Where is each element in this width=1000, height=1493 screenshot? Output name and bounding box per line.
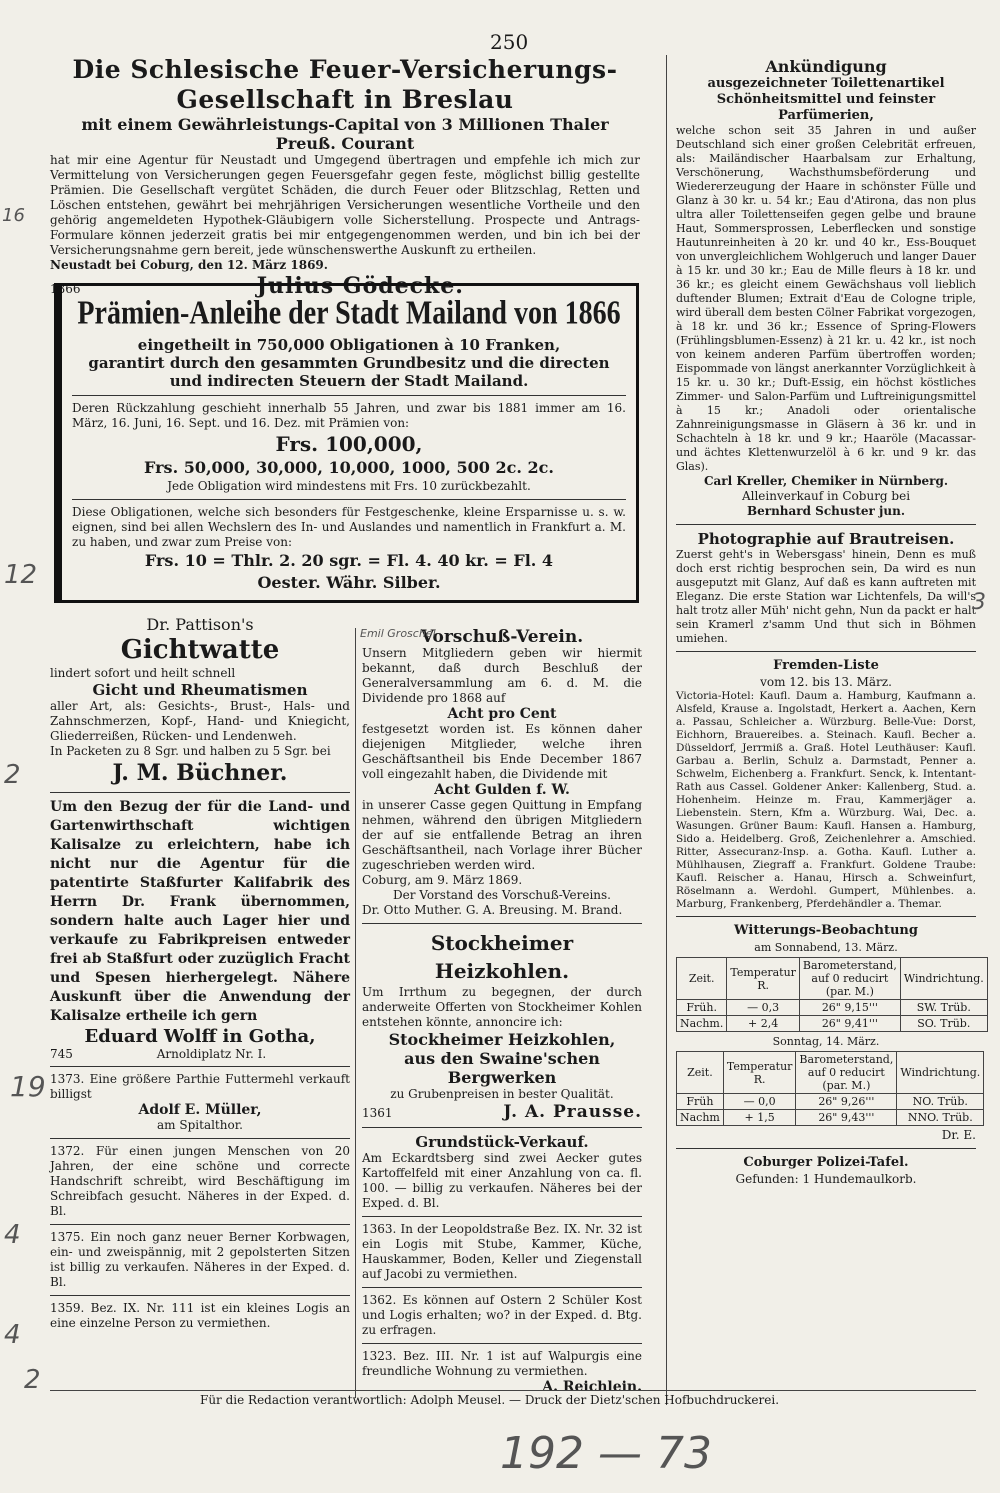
fremden-title: Fremden-Liste bbox=[773, 658, 879, 673]
weather-header: Windrichtung. bbox=[900, 958, 987, 1000]
weather-table-2: Zeit. Temperatur R. Barometerstand, auf 0 reducirt (par. M.) Windrichtung. Früh — 0,0 26" 9,26''' NO. Trüb. Nachm + 1,5 26" 9,43''' NNO. Trüb. bbox=[676, 1051, 984, 1126]
anleihe-line1: eingetheilt in 750,000 Obligationen à 10 Franken, bbox=[137, 336, 561, 354]
column-divider-2 bbox=[355, 628, 356, 1398]
pattison-seller: J. M. Büchner. bbox=[112, 760, 288, 786]
vorschuss-pct: Acht pro Cent bbox=[447, 706, 557, 722]
weather-date1: am Sonnabend, 13. März. bbox=[754, 941, 898, 954]
weather-header: Zeit. bbox=[677, 958, 727, 1000]
weather-header: Barometerstand, auf 0 reducirt (par. M.) bbox=[799, 958, 900, 1000]
ad-1362: 1362. Es können auf Ostern 2 Schüler Kost und Logis erhalten; wo? in der Exped. d. Btg. zu erfragen. bbox=[362, 1293, 642, 1337]
stock-title: Stockheimer Heizkohlen. bbox=[430, 931, 574, 983]
vorschuss-date: Coburg, am 9. März 1869. bbox=[362, 873, 523, 887]
handwritten-note: Emil Groschel bbox=[360, 627, 436, 640]
grund-title: Grundstück-Verkauf. bbox=[415, 1133, 589, 1151]
page-number: 250 bbox=[490, 30, 529, 54]
vorschuss-title: Vorschuß-Verein. bbox=[420, 627, 584, 647]
praemien-anleihe-box bbox=[54, 283, 639, 603]
kali-footer bbox=[50, 1047, 350, 1061]
anleihe-p3: Diese Obligationen, welche sich besonders für Festgeschenke, kleine Ersparnisse u. s. w. eignen, sind bei allen Wechslern des In- und Auslandes und namentlich in Frankfurt a. M. zu haben, und zwar zum Preise von: bbox=[72, 505, 626, 549]
handwritten-margin: 16 bbox=[2, 205, 25, 226]
ad-1373: 1373. Eine größere Parthie Futtermehl verkauft billigst bbox=[50, 1072, 350, 1101]
anleihe-title: Prämien-Anleihe der Stadt Mailand von 1866 bbox=[77, 294, 621, 332]
table-row: Früh. — 0,3 26" 9,15''' SW. Trüb. bbox=[677, 1000, 988, 1016]
table-row: Nachm. + 2,4 26" 9,41''' SO. Trüb. bbox=[677, 1016, 988, 1032]
vorschuss-names: Dr. Otto Muther. G. A. Breusing. M. Brand. bbox=[362, 903, 623, 917]
pattison-price: In Packeten zu 8 Sgr. und halben zu 5 Sgr. bei bbox=[50, 744, 331, 758]
ad-1372: 1372. Für einen jungen Menschen von 20 Jahren, der eine schöne und correcte Handschrift schreibt, wird Beschäftigung im Schreibfach gesucht. Näheres in der Exped. d. Bl. bbox=[50, 1144, 350, 1218]
stock-footer bbox=[362, 1102, 642, 1122]
stock-body: Um Irrthum zu begegnen, der durch anderweite Offerten von Stockheimer Kohlen entstehen könnte, annoncire ich: bbox=[362, 985, 642, 1029]
right-column-ads bbox=[676, 57, 984, 1408]
anleihe-price1: Frs. 10 = Thlr. 2. 20 sgr. = Fl. 4. 40 kr. = Fl. 4 bbox=[144, 551, 554, 570]
feuer-place-date: Neustadt bei Coburg, den 12. März 1869. bbox=[50, 258, 328, 272]
ankuendigung-body: welche schon seit 35 Jahren in und außer Deutschland sich einer großen Celebrität erfreuen, als: Mailändischer Haarbalsam zur Erhaltung, Verschönerung, Wachsthumsbeförderung und Wiedererzeugung der Haare in schönster Fülle und Glanz à 30 kr. u. 54 kr.; Eau d'Atirona, das non plus ultra aller Toilettenseifen gegen gelbe und braune Haut, Sommersprossen, Leberflecken und sonstige Hautunreinheiten à 20 kr. und 40 kr., Ess-Bouquet von unvergleichlichem Wohlgeruch und langer Dauer à 15 kr. und 30 kr.; Eau de Mille fleurs à 18 kr. und 36 kr.; es gleicht einem Gewächshaus voll lieblich duftender Blumen; Extrait d'Eau de Cologne triple, wird überall dem besten Cölner Fabrikat vorgezogen, à 18 kr. und 36 kr.; Essence of Spring-Flowers (Frühlingsblumen-Essenz) à 21 kr. u. 42 kr., ist noch von keinem anderen Parfüm übertroffen worden; Eispommade von längst anerkannter Vorzüglichkeit à 15 kr. u. 30 kr.; Duft-Essig, ein höchst köstliches Zimmer- und Salon-Parfüm und Luftreinigungsmittel à 15 kr.; Anadoli oder orientalische Zahnreinigungsmasse in Gläsern à 36 kr. und in Schachteln à 18 kr. und 9 kr.; Haaröle (Macassar- und ächtes Klettenwurzelöl à 6 kr. und 9 kr. das Glas). bbox=[676, 124, 976, 473]
pattison-title: Gichtwatte bbox=[120, 635, 280, 665]
stock-seller: J. A. Prausse. bbox=[503, 1102, 642, 1122]
photo-title: Photographie auf Brautreisen. bbox=[697, 530, 955, 548]
weather-date2: Sonntag, 14. März. bbox=[772, 1035, 880, 1048]
feuer-ad-no: 1366 bbox=[50, 282, 81, 296]
pattison-sub1: lindert sofort und heilt schnell bbox=[50, 666, 236, 680]
pattison-body: aller Art, als: Gesichts-, Brust-, Hals- und Zahnschmerzen, Kopf-, Hand- und Kniegicht, Gliederreißen, Rücken- und Lendenweh. bbox=[50, 699, 350, 743]
fremden-body: Victoria-Hotel: Kaufl. Daum a. Hamburg, Kaufmann a. Alsfeld, Krause a. Ingolstadt, Herkert a. Aachen, Kern a. Passau, Schleicher a. Würzburg. Belle-Vue: Dorst, Eichhorn, Brauereibes. a. Steinach. Kaufl. Becher a. Düsseldorf, Jerrmiß a. Graß. Hotel Leuthäuser: Kaufl. Garbau a. Berlin, Schulz a. Darmstadt, Penner a. Schwelm, Eichenberg a. Frankfurt. Senck, k. Intentant-Rath aus Cassel. Goldener Anker: Kallenberg, Stud. a. Hohenheim. Heinze m. Frau, Kammerjäger a. Liebenstein. Stern, Kfm a. Würzburg. Wai, Dec. a. Wasungen. Grüner Baum: Kaufl. Hansen a. Hamburg, Sido a. Heidelberg. Groß, Zeichenlehrer a. Amschied. Ritter, Assecuranz-Insp. a. Gotha. Kaufl. Luther a. Mühlhausen, Ziegraff a. Frankfurt. Goldene Traube: Kaufl. Reischer a. Hanau, Hirsch a. Schweinfurt, Röselmann a. Werdohl. Gumpert, Mühlenbes. a. Marburg, Frankenberg, Pferdehändler a. Themar. bbox=[676, 690, 976, 910]
stock-ad-no: 1361 bbox=[362, 1106, 393, 1120]
ad-1363: 1363. In der Leopoldstraße Bez. IX. Nr. 32 ist ein Logis mit Stube, Kammer, Küche, Hauskammer, Boden, Keller und Ziegenstall auf Jacobi zu vermiethen. bbox=[362, 1222, 642, 1281]
ad-1323: 1323. Bez. III. Nr. 1 ist auf Walpurgis eine freundliche Wohnung zu vermiethen. bbox=[362, 1349, 642, 1378]
handwritten-margin: 2 bbox=[24, 1365, 41, 1395]
vorschuss-body2: festgesetzt worden ist. Es können daher diejenigen Mitglieder, welche ihren Geschäftsantheil bis Ende December 1867 voll eingezahlt haben, die Dividende mit bbox=[362, 722, 642, 781]
footer-rule bbox=[50, 1390, 976, 1391]
kali-body: Um den Bezug der für die Land- und Gartenwirthschaft wichtigen Kalisalze zu erleichtern, habe ich nicht nur die Agentur für die patentirte Staßfurter Kalifabrik des Herrn Dr. Frank übernommen, sondern halte auch Lager hier und verkaufe zu Fabrikpreisen entweder frei ab Staßfurt oder zuzüglich Fracht und Spesen hierhergelegt. Nähere Auskunft über die Anwendung der Kalisalze ertheile ich gern bbox=[50, 799, 350, 1024]
ankuendigung-subtitle: ausgezeichneter Toilettenartikel Schönheitsmittel und feinster Parfümerien, bbox=[707, 76, 945, 123]
photo-body: Zuerst geht's in Webersgass' hinein, Denn es muß doch erst richtig besprochen sein, Da wird es nun ausgeputzt mit Glanz, Auf daß es kann auftreten mit Eleganz. Die erste Station war Lichtenfels, Da will's halt trotz aller Müh' nicht gehn, Nun da packt er halt sein Kramerl z'samm Und thut sich in Böhmen umiehen. bbox=[676, 548, 976, 645]
kali-address: Arnoldiplatz Nr. I. bbox=[156, 1047, 267, 1061]
ad-1323-signature: A. Reichlein. bbox=[542, 1379, 642, 1395]
footer-imprint: Für die Redaction verantwortlich: Adolph Meusel. — Druck der Dietz'schen Hofbuchdruckerei. bbox=[200, 1393, 780, 1407]
fremden-date: vom 12. bis 13. März. bbox=[760, 675, 892, 689]
ankuendigung-seller: Bernhard Schuster jun. bbox=[746, 504, 906, 518]
pattison-sub2: Gicht und Rheumatismen bbox=[92, 681, 308, 699]
kali-ad-no: 745 bbox=[50, 1047, 73, 1061]
feuer-subtitle: mit einem Gewährleistungs-Capital von 3 Millionen Thaler Preuß. Courant bbox=[81, 115, 609, 153]
anleihe-amount-main: Frs. 100,000, bbox=[275, 432, 423, 456]
table-row: Früh — 0,0 26" 9,26''' NO. Trüb. bbox=[677, 1094, 984, 1110]
kali-seller: Eduard Wolff in Gotha, bbox=[84, 1026, 316, 1047]
anleihe-p2: Jede Obligation wird mindestens mit Frs. 10 zurückbezahlt. bbox=[167, 479, 531, 493]
ad-1373-signature: Adolf E. Müller, bbox=[138, 1102, 262, 1118]
left-column-ads bbox=[50, 615, 350, 1400]
stock-line1: Stockheimer Heizkohlen, bbox=[388, 1030, 616, 1049]
handwritten-margin: 4 bbox=[4, 1320, 21, 1350]
handwritten-margin: 2 bbox=[4, 760, 21, 790]
weather-table-1 bbox=[676, 957, 988, 1032]
handwritten-margin: 4 bbox=[4, 1220, 21, 1250]
weather-header: Temperatur R. bbox=[727, 958, 800, 1000]
ad-1373-address: am Spitalthor. bbox=[157, 1118, 243, 1132]
column-divider bbox=[666, 55, 667, 1405]
anleihe-line2: garantirt durch den gesammten Grundbesitz und die directen bbox=[88, 354, 610, 372]
handwritten-number: 192 — 73 bbox=[500, 1428, 712, 1479]
ankuendigung-title: Ankündigung bbox=[765, 57, 887, 76]
vorschuss-amount: Acht Gulden f. W. bbox=[434, 782, 570, 798]
polizei-title: Coburger Polizei-Tafel. bbox=[743, 1155, 909, 1170]
handwritten-margin: 19 bbox=[10, 1070, 46, 1103]
middle-column-ads bbox=[362, 628, 642, 1398]
vorschuss-board: Der Vorstand des Vorschuß-Vereins. bbox=[392, 888, 611, 902]
handwritten-margin: 3 bbox=[972, 590, 986, 615]
anleihe-price2: Oester. Währ. Silber. bbox=[257, 573, 441, 592]
feuer-versicherung-ad bbox=[50, 55, 640, 299]
anleihe-line3: und indirecten Steuern der Stadt Mailand. bbox=[169, 372, 529, 390]
vorschuss-body3: in unserer Casse gegen Quittung in Empfang nehmen, während den übrigen Mitgliedern der auf sie entfallende Betrag an ihren Geschäftsantheil, nach Vorlage ihrer Bücher zugeschrieben werden wird. bbox=[362, 798, 642, 872]
feuer-body: hat mir eine Agentur für Neustadt und Umgegend übertragen und empfehle ich mich zur Vermittelung von Versicherungen gegen Feuersgefahr gegen feste, möglichst billig gestellte Prämien. Die Gesellschaft vergütet Schäden, die durch Feuer oder Blitzschlag, Retten und Löschen entstehen, gewährt bei mehrjährigen Versicherungen wesentliche Vortheile und den gehörig angemeldeten Hypothek-Gläubigern volle Sicherstellung. Prospecte und Antrags-Formulare können jederzeit gratis bei mir entgegengenommen werden, und bin ich bei der Versicherungsnahme gern bereit, jede wünschenswerthe Auskunft zu ertheilen. bbox=[50, 153, 640, 257]
stock-line2: aus den Swaine'schen Bergwerken bbox=[404, 1049, 600, 1087]
ad-1359: 1359. Bez. IX. Nr. 111 ist ein kleines Logis an eine einzelne Person zu vermiethen. bbox=[50, 1301, 350, 1330]
feuer-title: Die Schlesische Feuer-Versicherungs-Gesellschaft in Breslau bbox=[72, 55, 618, 114]
vorschuss-body: Unsern Mitgliedern geben wir hiermit bekannt, daß durch Beschluß der Generalversammlung am 6. d. M. die Dividende pro 1868 auf bbox=[362, 646, 642, 705]
polizei-body: Gefunden: 1 Hundemaulkorb. bbox=[735, 1172, 917, 1186]
anleihe-p1: Deren Rückzahlung geschieht innerhalb 55 Jahren, und zwar bis 1881 immer am 16. März, 16. Juni, 16. Sept. und 16. Dez. mit Prämien von: bbox=[72, 401, 626, 430]
weather-signature: Dr. E. bbox=[941, 1128, 976, 1142]
ankuendigung-maker: Carl Kreller, Chemiker in Nürnberg. bbox=[703, 474, 949, 488]
ad-1375: 1375. Ein noch ganz neuer Berner Korbwagen, ein- und zweispännig, mit 2 gepolsterten Sitzen ist billig zu verkaufen. Näheres in der Exped. d. Bl. bbox=[50, 1230, 350, 1289]
handwritten-margin: 12 bbox=[4, 560, 38, 590]
pattison-brand: Dr. Pattison's bbox=[146, 615, 254, 634]
stock-line3: zu Grubenpreisen in bester Qualität. bbox=[390, 1087, 614, 1101]
grund-body: Am Eckardtsberg sind zwei Aecker gutes Kartoffelfeld mit einer Anzahlung von ca. fl. 100. — billig zu verkaufen. Näheres bei der Exped. d. Bl. bbox=[362, 1151, 642, 1210]
anleihe-amount-list: Frs. 50,000, 30,000, 10,000, 1000, 500 2c. 2c. bbox=[144, 458, 554, 477]
table-row: Nachm + 1,5 26" 9,43''' NNO. Trüb. bbox=[677, 1110, 984, 1126]
ankuendigung-sale: Alleinverkauf in Coburg bei bbox=[741, 489, 911, 503]
weather-title: Witterungs-Beobachtung bbox=[734, 923, 918, 938]
feuer-signature: Julius Gödecke. bbox=[256, 273, 464, 299]
